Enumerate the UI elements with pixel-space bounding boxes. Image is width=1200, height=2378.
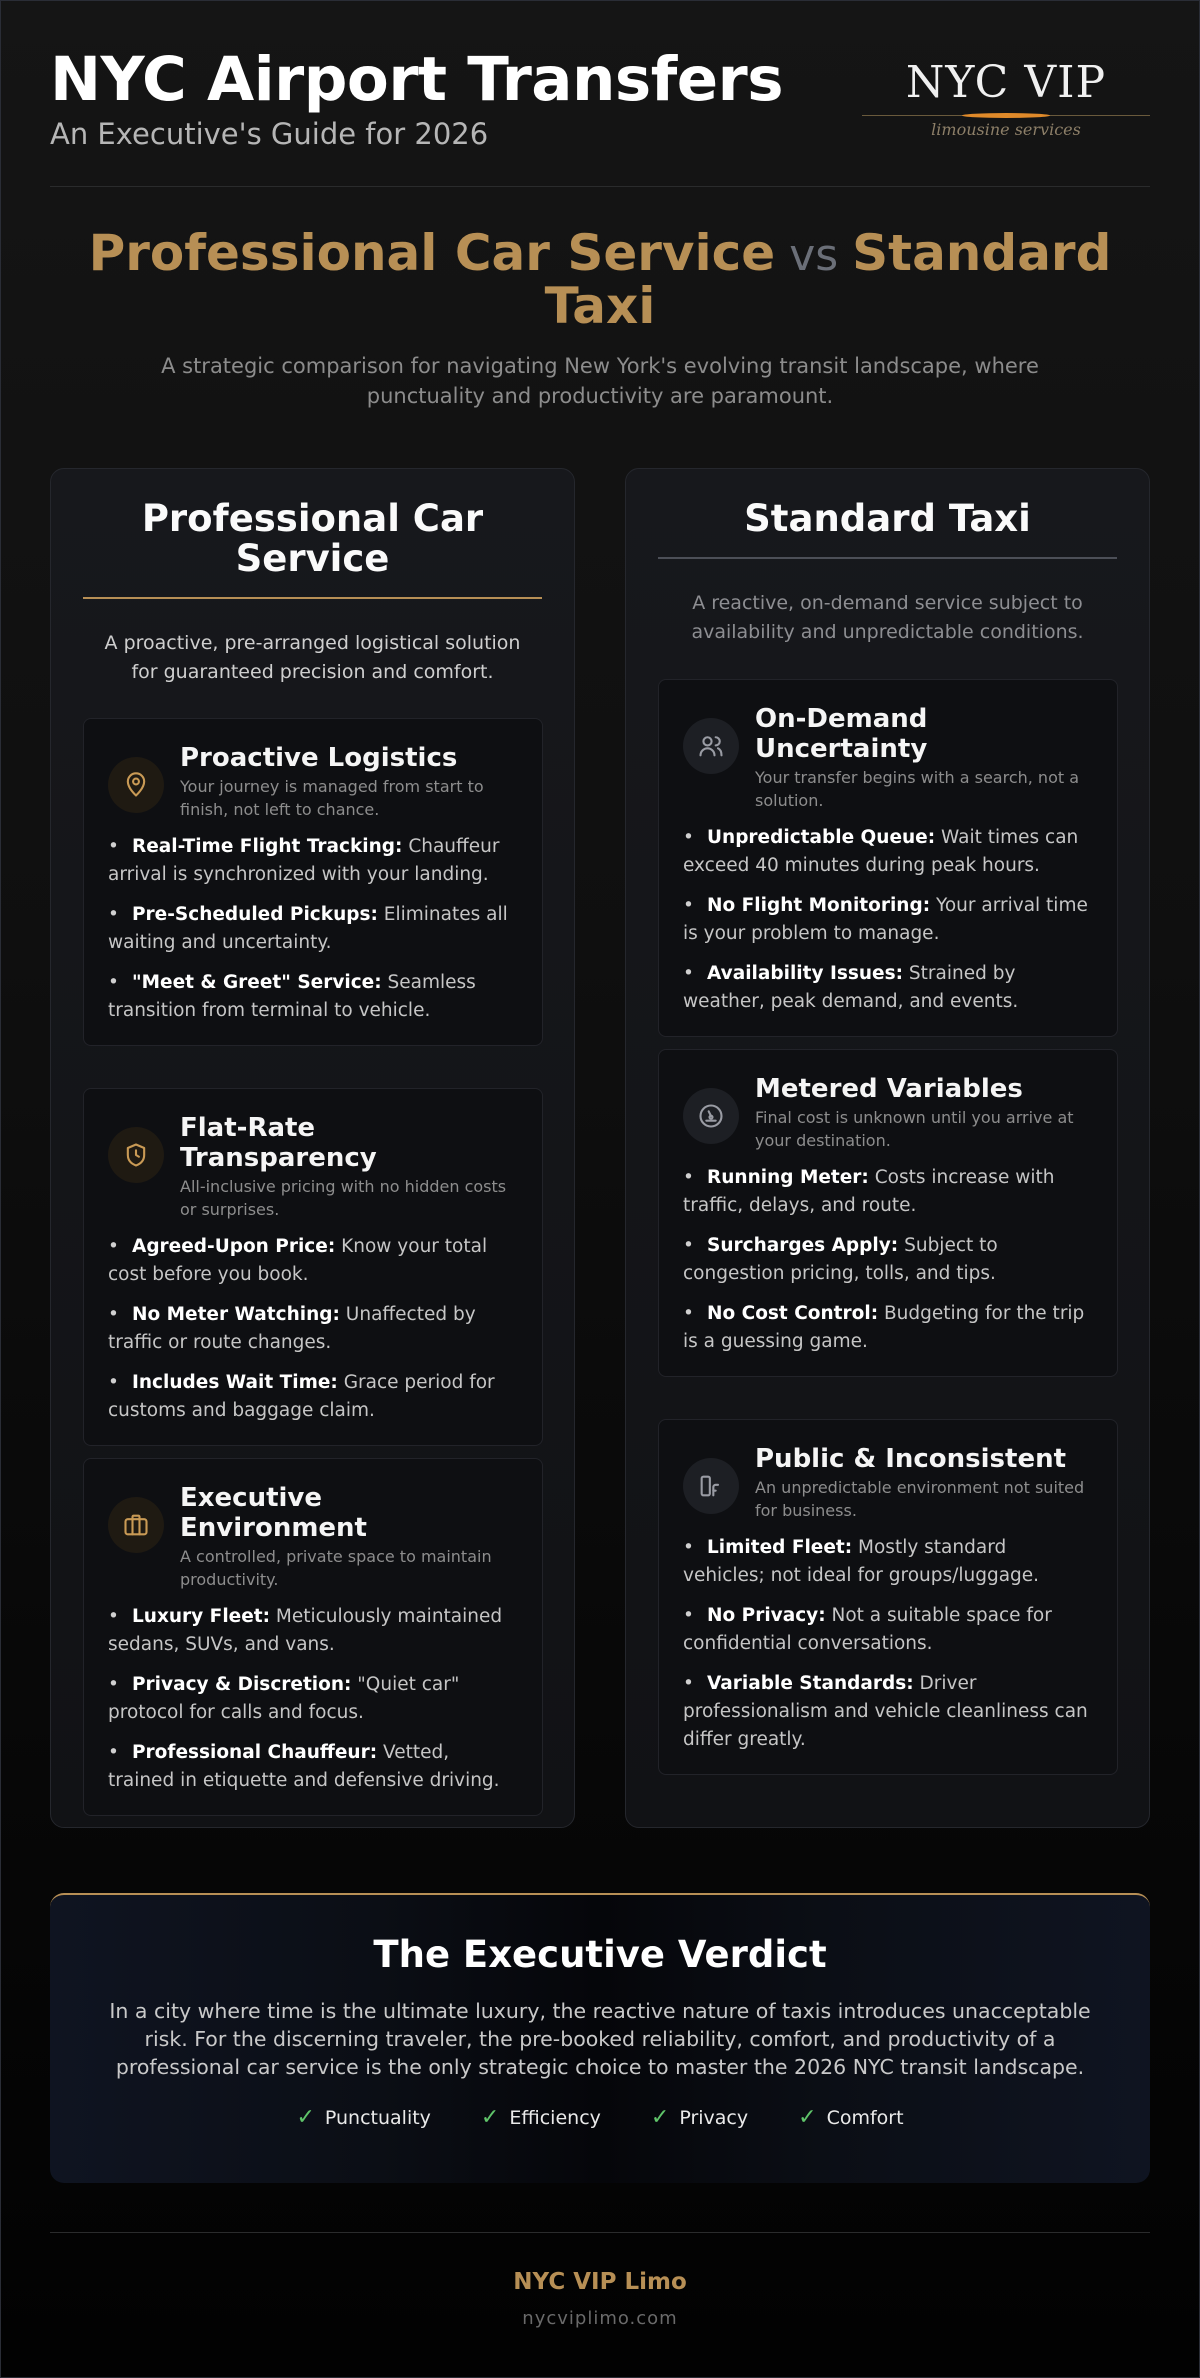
page-header (50, 44, 1150, 187)
card-title: On-Demand Uncertainty (755, 704, 928, 764)
card-subtitle: An unpredictable environment not suited for business. (755, 1478, 1085, 1520)
logo-divider (862, 110, 1150, 120)
shield-clock-icon (108, 1127, 164, 1183)
list-item: • Unpredictable Queue: Wait times can exceed 40 minutes during peak hours. (683, 827, 1079, 876)
verdict-tags (50, 2105, 1150, 2130)
gauge-icon (683, 1088, 739, 1144)
executive-verdict (50, 1893, 1150, 2183)
card-title: Public & Inconsistent (755, 1444, 1067, 1474)
card-title: Executive Environment (180, 1483, 367, 1543)
column-description: A proactive, pre-arranged logistical solution for guaranteed precision and comfort. (104, 632, 521, 683)
feature-card-executive-environment (83, 1458, 543, 1816)
feature-card-metered-variables (658, 1049, 1118, 1377)
list-item: • No Privacy: Not a suitable space for confidential conversations. (683, 1605, 1052, 1654)
logo-tagline: limousine services (931, 120, 1081, 139)
card-title: Proactive Logistics (180, 743, 458, 773)
feature-card-flat-rate (83, 1088, 543, 1446)
page-subtitle: An Executive's Guide for 2026 (50, 117, 489, 151)
column-car-service (50, 468, 575, 1828)
list-item: • Luxury Fleet: Meticulously maintained sedans, SUVs, and vans. (108, 1606, 503, 1655)
list-item: • Surcharges Apply: Subject to congestion pricing, tolls, and tips. (683, 1235, 998, 1284)
check-icon: ✓ (296, 2105, 315, 2130)
brand-logo (862, 58, 1150, 138)
comparison-intro (50, 224, 1150, 411)
verdict-tag: ✓ Punctuality (296, 2105, 431, 2130)
users-icon (683, 718, 739, 774)
card-subtitle: All-inclusive pricing with no hidden costs or surprises. (180, 1177, 507, 1219)
card-subtitle: Final cost is unknown until you arrive at your destination. (755, 1108, 1074, 1150)
check-icon: ✓ (480, 2105, 500, 2130)
column-heading: Standard Taxi (658, 499, 1117, 559)
feature-list (683, 1534, 1091, 1754)
list-item: • No Flight Monitoring: Your arrival time is your problem to manage. (683, 895, 1088, 944)
column-description: A reactive, on-demand service subject to availability and unpredictable conditions. (691, 592, 1084, 643)
door-icon (683, 1458, 739, 1514)
card-title: Flat-Rate Transparency (180, 1113, 377, 1173)
feature-list (108, 833, 516, 1025)
list-item: • Real-Time Flight Tracking: Chauffeur arrival is synchronized with your landing. (108, 836, 500, 885)
list-item: • Privacy & Discretion: "Quiet car" protocol for calls and focus. (108, 1674, 460, 1723)
feature-list (108, 1603, 516, 1795)
list-item: • Pre-Scheduled Pickups: Eliminates all waiting and uncertainty. (108, 904, 508, 953)
check-icon: ✓ (798, 2105, 817, 2130)
list-item: • Variable Standards: Driver professionalism and vehicle cleanliness can differ greatly. (683, 1673, 1088, 1750)
list-item: • Running Meter: Costs increase with traffic, delays, and route. (683, 1167, 1055, 1216)
feature-list (108, 1233, 516, 1425)
comparison-title-right: Standard Taxi (544, 224, 1112, 335)
check-icon: ✓ (650, 2105, 670, 2130)
page-title: NYC Airport Transfers (50, 44, 783, 115)
logo-text: NYC VIP (905, 57, 1107, 108)
comparison-title-left: Professional Car Service (88, 224, 776, 282)
column-heading: Professional Car Service (83, 499, 542, 599)
verdict-title: The Executive Verdict (373, 1933, 827, 1976)
list-item: • Limited Fleet: Mostly standard vehicles; not ideal for groups/luggage. (683, 1537, 1040, 1586)
list-item: • Availability Issues: Strained by weather, peak demand, and events. (683, 963, 1019, 1012)
list-item: • No Meter Watching: Unaffected by traffic or route changes. (108, 1304, 476, 1353)
footer-url-link[interactable]: nycviplimo.com (522, 2308, 678, 2329)
column-standard-taxi (625, 468, 1150, 1828)
comparison-description: A strategic comparison for navigating New York's evolving transit landscape, where punctuality and productivity are paramount. (161, 354, 1039, 408)
card-title: Metered Variables (755, 1074, 1023, 1104)
briefcase-icon (108, 1497, 164, 1553)
map-pin-icon (108, 757, 164, 813)
list-item: • Professional Chauffeur: Vetted, trained in etiquette and defensive driving. (108, 1742, 500, 1791)
feature-list (683, 1164, 1091, 1356)
page-footer (50, 2232, 1150, 2352)
verdict-tag: ✓ Privacy (650, 2105, 749, 2130)
comparison-title (50, 224, 1150, 335)
feature-card-public-inconsistent (658, 1419, 1118, 1775)
footer-brand: NYC VIP Limo (513, 2269, 687, 2295)
feature-list (683, 824, 1091, 1016)
comparison-vs: vs (789, 230, 839, 281)
feature-card-proactive-logistics (83, 718, 543, 1046)
list-item: • "Meet & Greet" Service: Seamless transition from terminal to vehicle. (108, 972, 476, 1021)
list-item: • Includes Wait Time: Grace period for customs and baggage claim. (108, 1372, 495, 1421)
verdict-tag: ✓ Comfort (798, 2105, 904, 2130)
feature-card-on-demand (658, 679, 1118, 1037)
list-item: • No Cost Control: Budgeting for the trip is a guessing game. (683, 1303, 1085, 1352)
card-subtitle: Your journey is managed from start to finish, not left to chance. (180, 777, 484, 819)
verdict-tag: ✓ Efficiency (480, 2105, 601, 2130)
card-subtitle: A controlled, private space to maintain productivity. (180, 1547, 492, 1589)
list-item: • Agreed-Upon Price: Know your total cost before you book. (108, 1236, 488, 1285)
card-subtitle: Your transfer begins with a search, not a solution. (755, 768, 1080, 810)
verdict-text: In a city where time is the ultimate luxury, the reactive nature of taxis introduces unacceptable risk. For the discerning traveler, the pre-booked reliability, comfort, and productivity of a professional car service is the only strategic choice to master the 2026 NYC transit landscape. (109, 1999, 1091, 2079)
